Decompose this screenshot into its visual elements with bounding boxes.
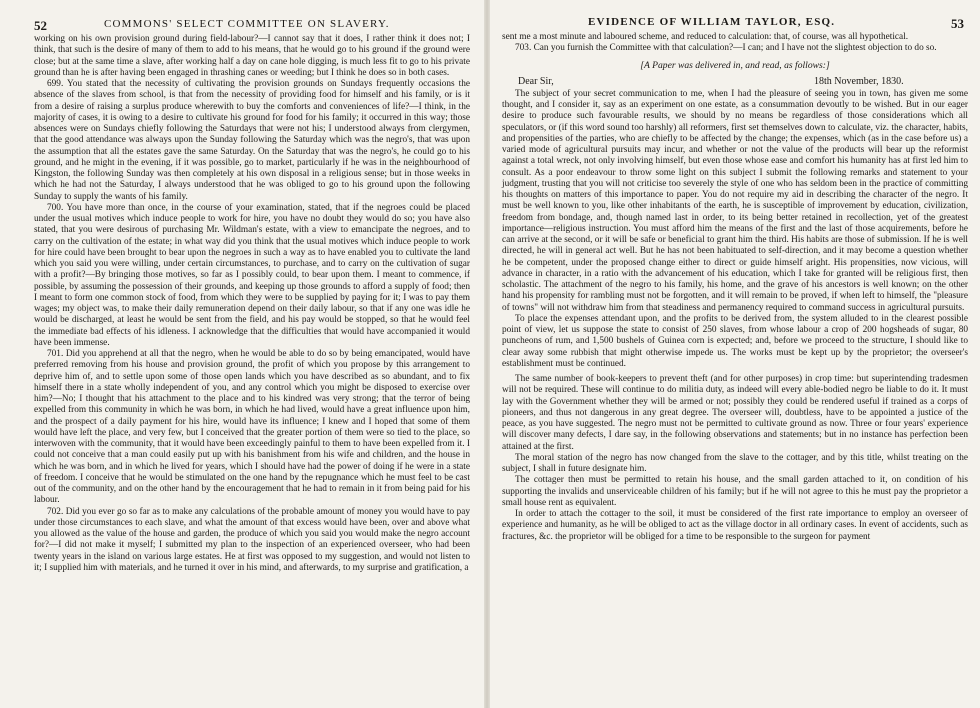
left-running-head: COMMONS' SELECT COMMITTEE ON SLAVERY. [104, 18, 390, 30]
left-page-number: 52 [34, 18, 47, 33]
letter-note: [A Paper was delivered in, and read, as follows:] [640, 59, 830, 71]
right-page-number: 53 [951, 16, 964, 31]
right-paragraph-703: 703. Can you furnish the Committee with that calculation?—I can; and I have not the slightest objection to do so. [515, 43, 937, 54]
letter-date: 18th November, 1830. [814, 75, 904, 87]
letter-paragraph: In order to attach the cottager to the soil, it must be considered of the first rate importance to employ an overseer of experience and humanity, as he will be obliged to act as the village doctor in all ordinary cases. In event of accidents, such as fractures, &c. the proprietor will be obliged for a time to be responsible to the surgeon for payment [502, 509, 968, 542]
left-paragraph-702: 702. Did you ever go so far as to make any calculations of the probable amount of money you would have to pay under those circumstances to each slave, and what the amount of that excess would have been, over and above what you allowed as the value of the house and garden, the produce of which you said you would make the negro account for?—I did not make it myself; I submitted my plan to the inspection of an experienced overseer, who had been twenty years in the island on various large estates. He at first was opposed to my suggestion, and would not listen to it; I supplied him with materials, and he turned it over in his mind, and afterwards, to my surprise and gratification, a [34, 506, 470, 573]
letter-paragraph: To place the expenses attendant upon, and the profits to be derived from, the system alluded to in the clearest possible point of view, let us suppose the state to consist of 250 slaves, from whose labour a crop of 200 hogsheads of sugar, 80 puncheons of rum, and 1,500 bushels of Guinea corn is expected; and, before we proceed to the structure, I should like to clear away some rubbish that might otherwise impede us. The works must be kept up by the proprietor; the overseer's establishment must be continued. [502, 313, 968, 369]
right-page-header [502, 12, 968, 32]
left-paragraph-700: 700. You have more than once, in the course of your examination, stated, that if the negroes could be placed under the usual motives which induce people to work for hire, you have no doubt they would do so; you have also stated, that you were desirous of purchasing Mr. Wildman's estate, with a view to emancipate the negroes, and to carry on the cultivation of the estate; in what way did you think that the usual motives which induce people to work for hire could have been brought to bear upon the negroes in such a way as to have enabled you to cultivate the land which you said you were willing, under certain circumstances, to purchase, and to carry on the cultivation of sugar with a profit?—By bringing those motives, so far as I possibly could, to bear upon them. I meant to commence, if possible, by assuming the possession of their grounds, and keeping up those grounds to afford a supply of food; then I meant to form one common stock of food, from which they were to be supplied by paying for it; I was to pay them wages; my object was, to make their daily remuneration depend on their daily labour, so that if any one was idle he would be discharged, at least he would be sent from the field, and his pay would be stopped, so that he would feel the immediate bad effects of his idleness. I acknowledge that the difficulties that would have accompanied it would have been immense. [34, 202, 470, 348]
letter-paragraph: The cottager then must be permitted to retain his house, and the small garden attached to it, on condition of his supporting the invalids and unserviceable children of his family; but if he will not agree to this he must pay the proprietor a small house rent as equivalent. [502, 475, 968, 508]
left-page-header [34, 14, 470, 34]
left-page [0, 0, 484, 708]
letter-salutation [502, 76, 968, 89]
letter-paragraph: The moral station of the negro has now changed from the slave to the cottager, and by this title, whilst treating on the subject, I shall in future designate him. [502, 452, 968, 474]
left-paragraph-701: 701. Did you apprehend at all that the negro, when he would be able to do so by being emancipated, would have preferred removing from his house and provision ground, the profit of which you propose by this arrangement to deprive him of, and to settle upon some of those open lands which you have described as so abundant, and to fix himself there in a state wholly independent of you, and any control which you might be disposed to exercise over him?—No; I thought that his attachment to the place and to his kindred was very strong; that the terror of being expelled from this community in which he was born, in which he had lived, would have a great influence upon him, and the prospect of a daily payment for his hire, would have its influence; I knew and I hoped that some of them would have left the place, and very few, but I conceived that the greater portion of them were so tied to the place, so interwoven with the community, that it would have been exceedingly painful to them to have been expelled from it. I could not conceive that a man could easily put up with his banishment from his wife and children, and the house in which he was born, and in which he lived for years, which I should have had the power of doing if he were in a state of freedom. I conceive that he would be stimulated on the one hand by the repugnance which he must feel to be cast out of the community, and on the other hand by the encouragement that he had to remain in it from being paid for his labour. [34, 349, 470, 506]
right-opening-lines: sent me a most minute and laboured scheme, and reduced to calculation: that, of course, was all hypothetical. [502, 32, 909, 42]
left-paragraph-699: 699. You stated that the necessity of cultivating the provision grounds on Sundays frequently occasions the absence of the slaves from school, is that from the necessity of providing food for himself and his family, or is it from a desire of raising a surplus produce wherewith to buy the comforts and conveniences of life?—I think, in the majority of cases, it is owing to a desire to cultivate his ground for food for his family; it occurred in this way; those absences were on Sundays chiefly following the Saturdays that were not his; I understood always from clergymen, that the good attendance was always upon the Sunday following the Saturday which was the negro's, that was upon the assumption that all the estates gave the same Saturday. On the Saturday that was the negro's, he could go to his ground, and he might in the evening, if it was possible, go to market, particularly if he was in the neighbourhood of Kingston, the following Sunday was then completely at his own disposal in a religious sense; but in those weeks in which he had not the Saturday, I always understood that he was obliged to go to his ground upon the following Sunday to supply the wants of his family. [34, 79, 470, 202]
right-running-head: EVIDENCE OF WILLIAM TAYLOR, ESQ. [588, 16, 836, 28]
left-paragraph: working on his own provision ground during field-labour?—I cannot say that it does, I rather think it does not; I think, that such is the desire of many of them to add to his means, that he would go to his ground if the ground were close; but at the same time a slave, after working half a day on cane hole digging, is much less fit to go to his private ground than he is after having been engaged in thrashing canes or weeding; but I think he does so in both cases. [34, 34, 470, 78]
salutation-text: Dear Sir, [518, 75, 554, 87]
letter-paragraph: The subject of your secret communication to me, when I had the pleasure of seeing you in town, has given me some thought, and I consider it, say as an experiment on one estate, as a consummation devoutly to be wished. But in our eager desire to produce such favourable results, we should by no means be regardless of those considerations which all speculators, or (if this word sound too harshly) all reformers, first set themselves down to calculate, viz. the character, habits, and propensities of the parties, who are chiefly to be affected by the change; the expenses, which (as in the case before us) a varied mode of agricultural pursuits may incur, and whether or not the value of the products will bear up the reformist against a total wreck, not only involving himself, but even those whose ease and comfort his humanity has at first led him to consult. As a poor endeavour to throw some light on this subject I submit the following remarks and statement to your judgment, trusting that you will not criticise too severely the style of one who has seldom been in the practice of committing his thoughts on matters of this importance to paper. You do not require my aid in describing the character of the negro. It must be well known to you, like other inhabitants of the earth, he is susceptible of improvement by education, civilization, freedom from bondage, and, though named last in order, to its being better retained in recollection, yet of the greatest importance—religious instruction. You must afford him the means of the first and the last of those acquirements, before he can arrive at the second, or it will be safe or beneficial to grant him the third. His habits are those of submission. If he is well directed, he will in general act well. But he has not been habituated to self-direction, and it may become a question whether he be competent, under the proposed change either to direct or guide himself aright. His propensities, now vicious, will advance in character, in a ratio with the advancement of his education, which I take for granted will be religious first, then scholastic. The attachment of the negro to his family, his home, and the grave of his ancestors is well known; on the other hand his propensity for rambling must not be forgotten, and it will remain to be proved, if when left to himself, the "pleasure of towns" will not withdraw him from that steadiness and permanency required to command success in agricultural pursuits. [502, 88, 968, 313]
letter-paragraph: The same number of book-keepers to prevent theft (and for other purposes) in crop time: but superintending tradesmen will not be required. These will continue to do militia duty, as indeed will every able-bodied negro be liable to do it. It must lay with the Government whether they will be armed or not; possibly they could be rendered useful if trained as a corps of pioneers, and thus not dangerous in any great degree. The overseer will, doubtless, have to be appointed a justice of the peace, as you have suggested. The negro must not be permitted to cultivate ground as now. Three or four years' experience will discover many defects, I dare say, in the following observations and statements; but in no instance has perfection been attained at the first. [502, 374, 968, 452]
right-page [490, 0, 980, 708]
